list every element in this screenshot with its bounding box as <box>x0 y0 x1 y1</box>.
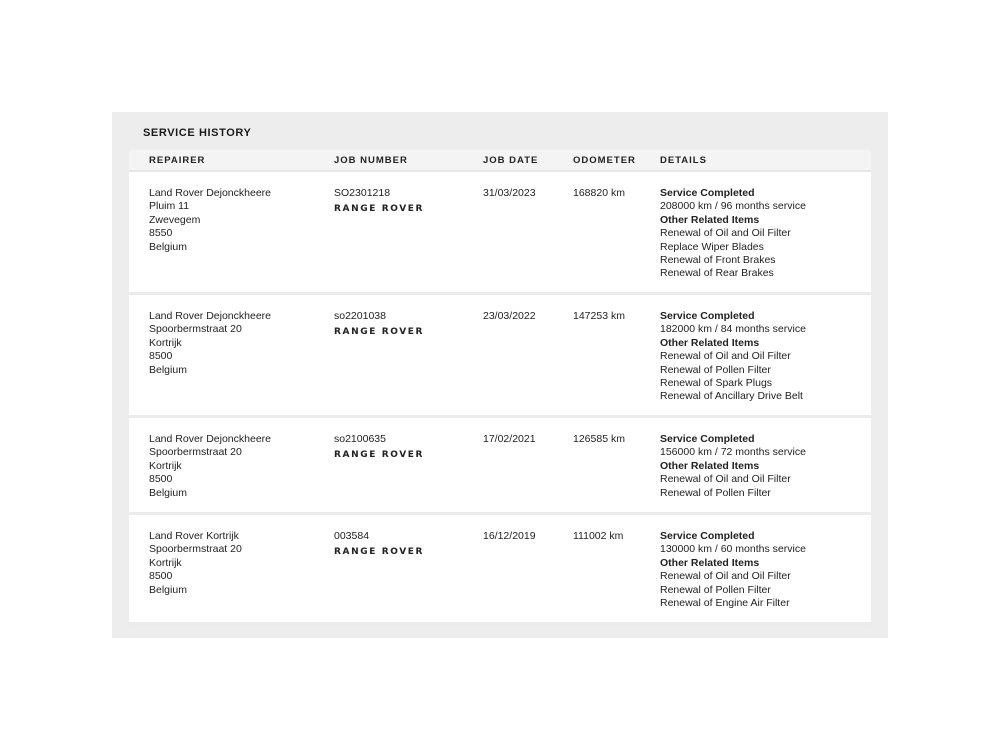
column-header-job-date: JOB DATE <box>483 155 539 166</box>
range-rover-logo: RANGE ROVER <box>334 327 425 338</box>
section-title: SERVICE HISTORY <box>143 127 252 139</box>
service-completed-heading: Service Completed <box>660 310 755 322</box>
job-number: so2201038 <box>334 310 386 322</box>
detail-item: Renewal of Ancillary Drive Belt <box>660 390 803 403</box>
job-number-cell <box>334 433 424 463</box>
repairer-street: Spoorbermstraat 20 <box>149 323 242 336</box>
detail-item: Replace Wiper Blades <box>660 240 764 253</box>
table-header <box>129 150 871 172</box>
service-interval: 208000 km / 96 months service <box>660 200 806 213</box>
service-interval: 182000 km / 84 months service <box>660 323 806 336</box>
column-header-job-number: JOB NUMBER <box>334 155 408 166</box>
repairer-cell <box>149 310 271 377</box>
repairer-city: Kortrijk <box>149 556 182 569</box>
job-date: 17/02/2021 <box>483 433 536 445</box>
repairer-cell <box>149 187 271 254</box>
detail-item: Renewal of Oil and Oil Filter <box>660 570 791 583</box>
detail-item: Renewal of Oil and Oil Filter <box>660 473 791 486</box>
table-row <box>129 295 871 418</box>
repairer-country: Belgium <box>149 240 187 253</box>
detail-item: Renewal of Oil and Oil Filter <box>660 350 791 363</box>
repairer-city: Kortrijk <box>149 336 182 349</box>
repairer-cell <box>149 433 271 500</box>
service-history-table <box>129 150 871 625</box>
odometer: 111002 km <box>573 530 624 542</box>
job-number: 003584 <box>334 530 370 542</box>
repairer-city: Kortrijk <box>149 459 182 472</box>
detail-item: Renewal of Pollen Filter <box>660 583 771 596</box>
service-interval: 156000 km / 72 months service <box>660 446 806 459</box>
column-header-odometer: ODOMETER <box>573 155 636 166</box>
column-header-details: DETAILS <box>660 155 707 166</box>
other-items-heading: Other Related Items <box>660 213 760 226</box>
repairer-city: Zwevegem <box>149 213 201 226</box>
table-row <box>129 172 871 295</box>
repairer-name: Land Rover Kortrijk <box>149 530 239 542</box>
other-items-heading: Other Related Items <box>660 336 760 349</box>
detail-item: Renewal of Rear Brakes <box>660 267 774 280</box>
range-rover-logo: RANGE ROVER <box>334 547 425 558</box>
service-completed-heading: Service Completed <box>660 530 755 542</box>
job-number-cell <box>334 530 424 560</box>
repairer-country: Belgium <box>149 486 187 499</box>
repairer-country: Belgium <box>149 583 187 596</box>
table-row <box>129 515 871 625</box>
detail-item: Renewal of Engine Air Filter <box>660 597 790 610</box>
detail-item: Renewal of Oil and Oil Filter <box>660 227 791 240</box>
repairer-postcode: 8500 <box>149 350 173 363</box>
job-date: 23/03/2022 <box>483 310 536 322</box>
repairer-street: Pluim 11 <box>149 200 190 213</box>
job-number: SO2301218 <box>334 187 391 199</box>
odometer: 126585 km <box>573 433 625 445</box>
repairer-name: Land Rover Dejonckheere <box>149 433 271 445</box>
repairer-street: Spoorbermstraat 20 <box>149 543 242 556</box>
job-number-cell <box>334 187 424 217</box>
service-completed-heading: Service Completed <box>660 187 755 199</box>
detail-item: Renewal of Front Brakes <box>660 254 776 267</box>
range-rover-logo: RANGE ROVER <box>334 204 425 215</box>
repairer-country: Belgium <box>149 363 187 376</box>
other-items-heading: Other Related Items <box>660 556 760 569</box>
job-number-cell <box>334 310 424 340</box>
odometer: 168820 km <box>573 187 625 199</box>
details-cell <box>660 433 806 500</box>
range-rover-logo: RANGE ROVER <box>334 450 425 461</box>
details-cell <box>660 187 806 281</box>
repairer-postcode: 8500 <box>149 570 173 583</box>
repairer-name: Land Rover Dejonckheere <box>149 310 271 322</box>
detail-item: Renewal of Pollen Filter <box>660 486 771 499</box>
repairer-postcode: 8550 <box>149 227 173 240</box>
detail-item: Renewal of Spark Plugs <box>660 377 773 390</box>
service-completed-heading: Service Completed <box>660 433 755 445</box>
repairer-street: Spoorbermstraat 20 <box>149 446 242 459</box>
repairer-postcode: 8500 <box>149 473 173 486</box>
job-date: 31/03/2023 <box>483 187 536 199</box>
job-number: so2100635 <box>334 433 386 445</box>
details-cell <box>660 310 806 404</box>
service-interval: 130000 km / 60 months service <box>660 543 806 556</box>
repairer-cell <box>149 530 242 597</box>
job-date: 16/12/2019 <box>483 530 536 542</box>
detail-item: Renewal of Pollen Filter <box>660 363 771 376</box>
table-row <box>129 418 871 515</box>
service-history-panel <box>112 112 888 638</box>
repairer-name: Land Rover Dejonckheere <box>149 187 271 199</box>
other-items-heading: Other Related Items <box>660 459 760 472</box>
column-header-repairer: REPAIRER <box>149 155 206 166</box>
odometer: 147253 km <box>573 310 625 322</box>
details-cell <box>660 530 806 610</box>
